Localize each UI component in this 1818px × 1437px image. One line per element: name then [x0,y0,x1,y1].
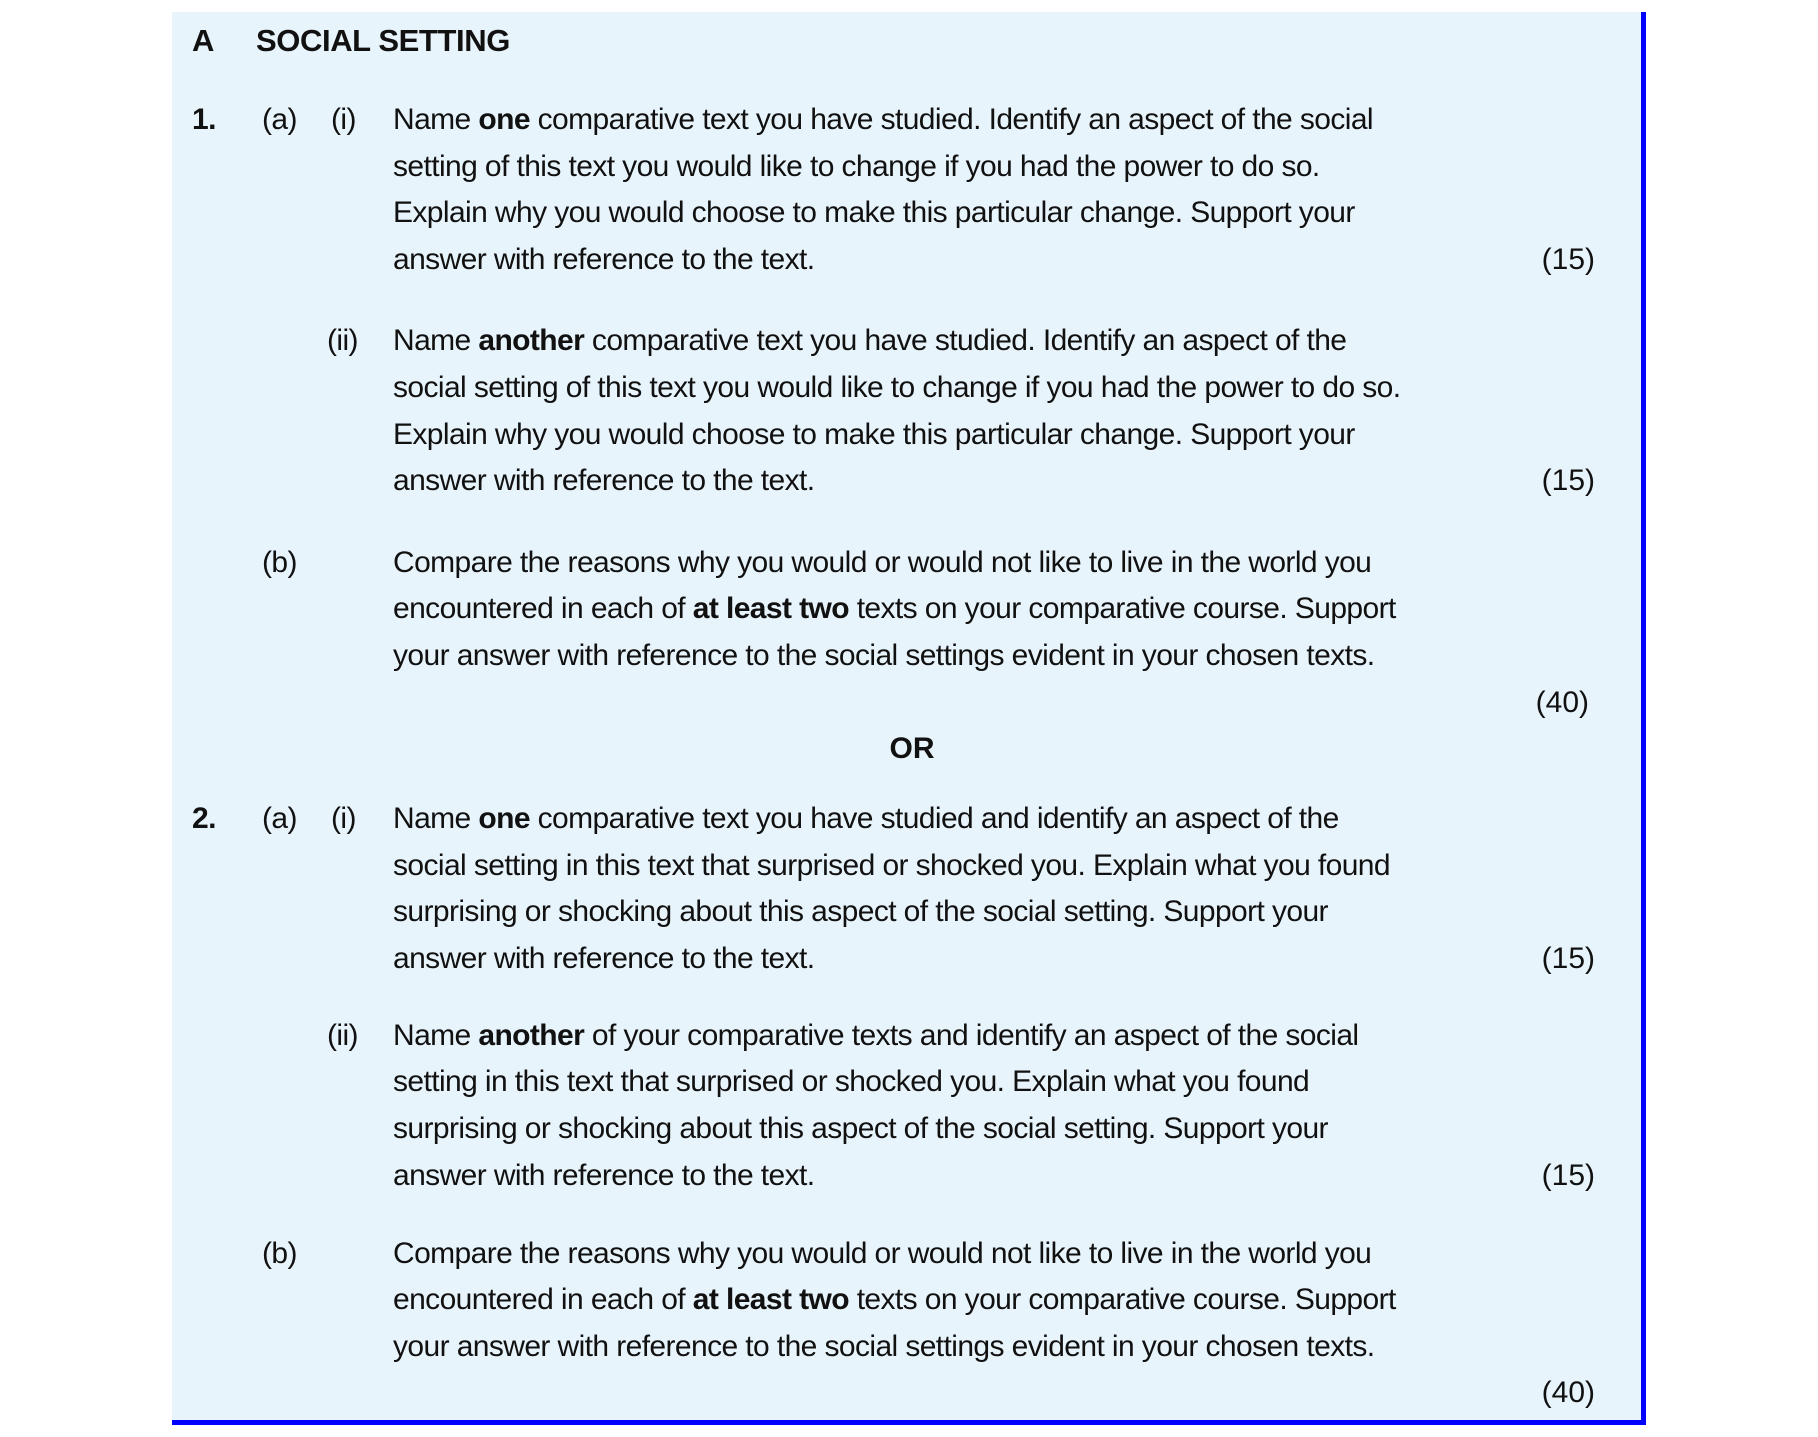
q1-b-line-3: your answer with reference to the social settings evident in your chosen texts. [393,639,1375,672]
section-title: SOCIAL SETTING [256,23,510,58]
q1-a-ii-line-1: Name another comparative text you have studied. Identify an aspect of the [393,324,1347,357]
emphasis: one [478,802,530,835]
q1-b-marks: (40) [1535,686,1589,719]
q1-part-a-label: (a) [262,103,297,136]
q1-a-i-label: (i) [331,103,356,136]
q1-a-i-line-4: answer with reference to the text. [393,243,815,276]
q1-a-i-marks: (15) [1541,243,1595,276]
q1-a-i-line-3: Explain why you would choose to make this particular change. Support your [393,196,1355,229]
q2-a-ii-label: (ii) [327,1019,358,1052]
q2-part-b-label: (b) [262,1237,297,1270]
emphasis: another [478,324,585,357]
q1-a-ii-label: (ii) [327,324,358,357]
emphasis: at least two [692,1283,849,1316]
q2-b-line-2: encountered in each of at least two texts on your comparative course. Support [393,1283,1396,1316]
emphasis: another [478,1019,585,1052]
q1-a-i-line-1: Name one comparative text you have studied. Identify an aspect of the social [393,103,1373,136]
q1-a-i-line-2: setting of this text you would like to change if you had the power to do so. [393,150,1320,183]
q2-a-ii-line-2: setting in this text that surprised or shocked you. Explain what you found [393,1065,1310,1098]
q2-a-ii-line-3: surprising or shocking about this aspect of the social setting. Support your [393,1112,1328,1145]
section-letter: A [192,23,214,58]
q1-b-line-2: encountered in each of at least two texts on your comparative course. Support [393,592,1396,625]
q1-a-ii-line-3: Explain why you would choose to make this particular change. Support your [393,418,1355,451]
q2-part-a-label: (a) [262,802,297,835]
q2-a-i-line-3: surprising or shocking about this aspect of the social setting. Support your [393,895,1328,928]
q2-a-i-line-4: answer with reference to the text. [393,942,815,975]
q2-b-line-3: your answer with reference to the social settings evident in your chosen texts. [393,1330,1375,1363]
q1-a-ii-marks: (15) [1541,464,1595,497]
question-1-number: 1. [192,103,216,136]
q2-b-line-1: Compare the reasons why you would or would not like to live in the world you [393,1237,1372,1270]
emphasis: one [478,103,530,136]
q2-a-ii-line-4: answer with reference to the text. [393,1159,815,1192]
question-2-number: 2. [192,802,216,835]
q1-b-line-1: Compare the reasons why you would or would not like to live in the world you [393,546,1372,579]
q2-a-ii-line-1: Name another of your comparative texts and identify an aspect of the social [393,1019,1359,1052]
or-separator: OR [889,732,935,765]
emphasis: at least two [692,592,849,625]
q1-a-ii-line-2: social setting of this text you would like to change if you had the power to do so. [393,371,1401,404]
q1-part-b-label: (b) [262,546,297,579]
q2-a-i-label: (i) [331,802,356,835]
q2-a-i-marks: (15) [1541,942,1595,975]
q2-b-marks: (40) [1541,1376,1595,1409]
q2-a-i-line-1: Name one comparative text you have studied and identify an aspect of the [393,802,1339,835]
q2-a-ii-marks: (15) [1541,1159,1595,1192]
q1-a-ii-line-4: answer with reference to the text. [393,464,815,497]
q2-a-i-line-2: social setting in this text that surprised or shocked you. Explain what you found [393,849,1390,882]
